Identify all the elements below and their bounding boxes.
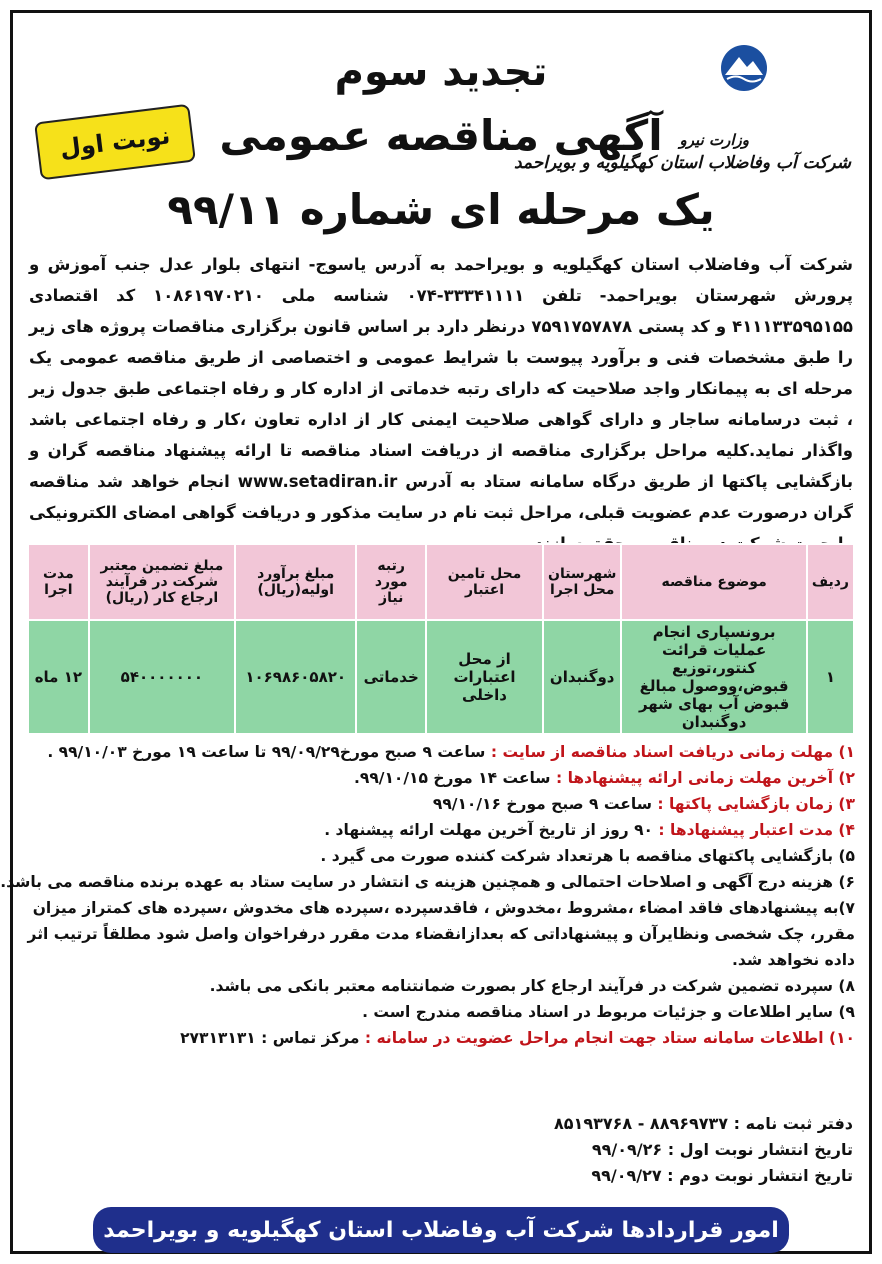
item-text: ۶) هزینه درج آگهی و اصلاحات احتمالی و همچنین هزینه ی انتشار در سایت ستاد به عهده برنده مناقصه می باشد.: [0, 873, 855, 891]
list-item: [27, 739, 855, 765]
ministry-name: وزارت نیرو: [679, 131, 749, 149]
footer-info: [554, 1111, 853, 1189]
cell-grade: خدماتی: [356, 620, 426, 734]
list-item: [27, 973, 855, 999]
title-public-tender: آگهی مناقصه عمومی: [219, 111, 663, 160]
setad-website-link[interactable]: www.setadiran.ir: [237, 472, 398, 491]
col-header-guarantee: مبلغ تضمین معتبر شرکت در فرآیند ارجاع کار (ریال): [89, 544, 235, 620]
advertisement-frame: [0, 10, 872, 1254]
publish-date-second: تاریخ انتشار نوبت دوم : ۹۹/۰۹/۲۷: [591, 1166, 853, 1185]
item-label: ۱) مهلت زمانی دریافت اسناد مناقصه از سایت :: [490, 743, 855, 761]
cell-duration: ۱۲ ماه: [28, 620, 89, 734]
item-text: ۹) سایر اطلاعات و جزئیات مربوط در اسناد مناقصه مندرج است .: [362, 1003, 855, 1021]
cell-guarantee: ۵۴۰۰۰۰۰۰۰: [89, 620, 235, 734]
col-header-subject: موضوع مناقصه: [621, 544, 806, 620]
list-item: [0, 869, 855, 895]
office-phone: دفتر ثبت نامه : ۸۸۹۶۹۷۳۷ - ۸۵۱۹۳۷۶۸: [554, 1114, 853, 1133]
item-text: ساعت ۹ صبح مورخ ۹۹/۱۰/۱۶: [432, 795, 652, 813]
item-text: ساعت ۱۴ مورخ ۹۹/۱۰/۱۵.: [353, 769, 551, 787]
item-text: مرکز تماس : ۲۷۳۱۳۱۳۱: [180, 1029, 360, 1047]
list-item: [27, 765, 855, 791]
publication-round-badge: نوبت اول: [34, 104, 196, 181]
list-item: [27, 999, 855, 1025]
item-text: ۵) بازگشایی پاکتهای مناقصه با هرتعداد شرکت کننده صورت می گیرد .: [320, 847, 855, 865]
cell-subject: برونسپاری انجام عملیات قرائت کنتور،توزیع قبوض،ووصول مبالغ قبوض آب بهای شهر دوگنبدان: [621, 620, 806, 734]
cell-city: دوگنبدان: [543, 620, 621, 734]
list-item: [27, 1025, 855, 1051]
intro-text: شرکت آب وفاضلاب استان کهگیلویه و بویراحمد به آدرس یاسوج- انتهای بلوار عدل جنب آموزش و پرورش شهرستان بویراحمد- تلفن ۳۳۳۴۱۱۱۱-۰۷۴ شناسه ملی ۱۰۸۶۱۹۷۰۲۱۰ کد اقتصادی ۴۱۱۱۳۳۵۹۵۱۵۵ و کد پستی ۷۵۹۱۷۵۷۸۷۸ درنظر دارد بر اساس قانون برگزاری مناقصات پروژه های زیر را طبق مشخصات فنی و برآورد پیوست با شرایط عمومی و اختصاصی از طریق مناقصه عمومی یک مرحله ای به پیمانکار واجد صلاحیت که دارای رتبه خدماتی از اداره کار و رفاه اجتماعی طبق جدول زیر ، ثبت درسامانه ساجار و دارای گواهی صلاحیت ایمنی کار از اداره تعاون ،کار و رفاه اجتماعی باشد واگذار نماید.کلیه مراحل برگزاری مناقصه از دریافت اسناد مناقصه تا ارائه پیشنهاد مناقصه گران و بازگشایی پاکتها از طریق درگاه سامانه ستاد به آدرس: [29, 255, 854, 491]
item-label: ۴) مدت اعتبار پیشنهادها :: [658, 821, 855, 839]
list-item: [27, 817, 855, 843]
intro-text-end: انجام خواهد شد مناقصه گران درصورت عدم عضویت قبلی، مراحل ثبت نام در سایت مذکور و دریافت گواهی امضای الکترونیکی: [29, 472, 853, 522]
col-header-duration: مدت اجرا: [28, 544, 89, 620]
title-tender-number: یک مرحله ای شماره ۹۹/۱۱: [167, 185, 715, 234]
item-label: ۱۰) اطلاعات سامانه ستاد جهت انجام مراحل عضویت در سامانه :: [364, 1029, 855, 1047]
company-name-header: شرکت آب وفاضلاب استان کهگیلویه و بویراحمد: [513, 153, 851, 173]
title-renewal: تجدید سوم: [334, 49, 548, 95]
table-row: [28, 620, 854, 734]
list-item: [27, 843, 855, 869]
item-text: ساعت ۹ صبح مورخ۹۹/۰۹/۲۹ تا ساعت ۱۹ مورخ ۹۹/۱۰/۰۳ .: [47, 743, 486, 761]
item-text: ۹۰ روز از تاریخ آخرین مهلت ارائه پیشنهاد .: [324, 821, 653, 839]
col-header-estimate: مبلغ برآورد اولیه(ریال): [235, 544, 356, 620]
item-text: ۸) سپرده تضمین شرکت در فرآیند ارجاع کار بصورت ضمانتنامه معتبر بانکی می باشد.: [209, 977, 855, 995]
col-header-grade: رتبه مورد نیاز: [356, 544, 426, 620]
cell-estimate: ۱۰۶۹۸۶۰۵۸۲۰: [235, 620, 356, 734]
item-text: ۷)به پیشنهادهای فاقد امضاء ،مشروط ،مخدوش ، فاقدسپرده ،سپرده های مخدوش ،سپرده های کمتراز میزان مقرر، چک شخصی ونظایرآن و پیشنهاداتی که بعدازانقضاء مدت مقرر درفراخوان واصل شود مطلقاً ترتیب اثر داده نخواهد شد.: [27, 899, 855, 969]
conditions-list: [0, 739, 855, 1051]
item-label: ۲) آخرین مهلت زمانی ارائه پیشنهادها :: [555, 769, 855, 787]
col-header-city: شهرستان محل اجرا: [543, 544, 621, 620]
publish-date-first: تاریخ انتشار نوبت اول : ۹۹/۰۹/۲۶: [591, 1140, 853, 1159]
table-header-row: [28, 544, 854, 620]
list-item: [27, 895, 855, 973]
cell-funding: از محل اعتبارات داخلی: [426, 620, 543, 734]
list-item: [27, 791, 855, 817]
intro-paragraph: [29, 249, 853, 559]
cell-row-number: ۱: [807, 620, 854, 734]
col-header-row-number: ردیف: [807, 544, 854, 620]
item-label: ۳) زمان بازگشایی پاکتها :: [657, 795, 855, 813]
col-header-funding: محل تامین اعتبار: [426, 544, 543, 620]
contracts-department-banner: امور قراردادها شرکت آب وفاضلاب استان کهگیلویه و بویراحمد: [93, 1207, 789, 1253]
tender-table: [27, 543, 855, 735]
